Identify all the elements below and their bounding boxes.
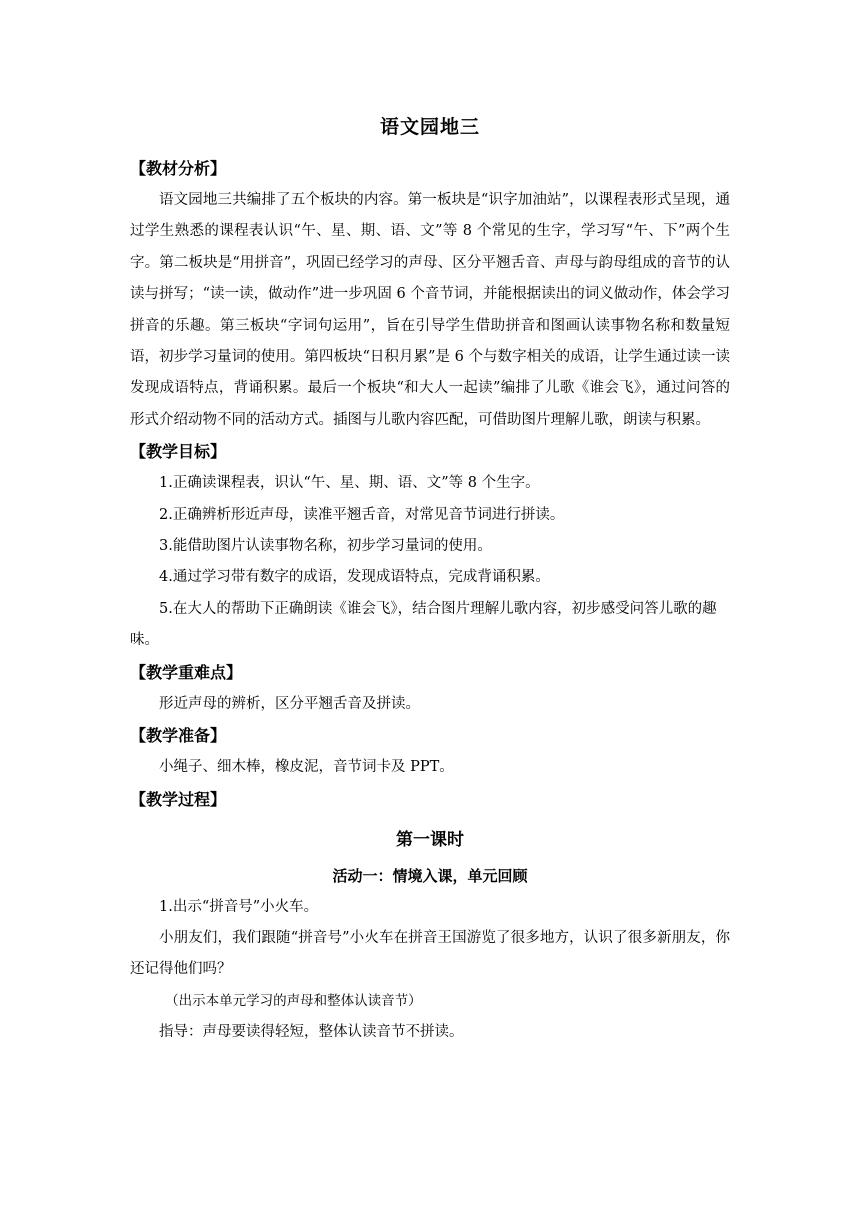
- process-talk: 小朋友们，我们跟随“拼音号”小火车在拼音王国游览了很多地方，认识了很多新朋友，你还记得他们吗？: [130, 929, 730, 978]
- lesson-title: 第一课时: [396, 829, 464, 850]
- preparation-text: 小绳子、细木棒，橡皮泥，音节词卡及 PPT。: [159, 759, 454, 776]
- document-page: [130, 112, 730, 1049]
- goal-item-5: 5.在大人的帮助下正确朗读《谁会飞》，结合图片理解儿歌内容，初步感受问答儿歌的趣味。: [130, 600, 717, 649]
- goal-item-2: 2.正确辨析形近声母，读准平翘舌音，对常见音节词进行拼读。: [159, 506, 565, 523]
- activity-title: 活动一：情境入课，单元回顾: [332, 866, 528, 885]
- goal-item-4: 4.通过学习带有数字的成语，发现成语特点，完成背诵积累。: [159, 569, 550, 586]
- page-title: 语文园地三: [379, 116, 480, 138]
- key-points-heading: 【教学重难点】: [130, 662, 243, 682]
- process-note: （出示本单元学习的声母和整体认读音节）: [165, 992, 422, 1009]
- analysis-heading: 【教材分析】: [130, 159, 227, 178]
- process-step-1: 1.出示“拼音号”小火车。: [159, 898, 319, 915]
- process-heading: 【教学过程】: [130, 789, 227, 809]
- process-guide: 指导：声母要读得轻短，整体认读音节不拼读。: [159, 1024, 464, 1041]
- key-points-text: 形近声母的辨析，区分平翘舌音及拼读。: [159, 695, 420, 712]
- goals-heading: 【教学目标】: [130, 442, 227, 462]
- goal-item-1: 1.正确读课程表，识认“午、星、期、语、文”等 8 个生字。: [159, 475, 540, 492]
- goal-item-3: 3.能借助图片认读事物名称，初步学习量词的使用。: [159, 538, 492, 555]
- preparation-heading: 【教学准备】: [130, 726, 227, 746]
- analysis-paragraph: 语文园地三共编排了五个板块的内容。第一板块是“识字加油站”，以课程表形式呈现，通过学生熟悉的课程表认识“午、星、期、语、文”等 8 个常见的生字，学习写“午、下”两个生字。第二板块是“用拼音”，巩固已经学习的声母、区分平翘舌音、声母与韵母组成的音节的认读与拼写；“读一读，做动作”进一步巩固 6 个音节词，并能根据读出的词义做动作，体会学习拼音的乐趣。第三板块“字词句运用”，旨在引导学生借助拼音和图画认读事物名称和数量短语，初步学习量词的使用。第四板块“日积月累”是 6 个与数字相关的成语，让学生通过读一读发现成语特点，背诵积累。最后一个板块“和大人一起读”编排了儿歌《谁会飞》，通过问答的形式介绍动物不同的活动方式。插图与儿歌内容匹配，可借助图片理解儿歌，朗读与积累。: [130, 192, 730, 428]
